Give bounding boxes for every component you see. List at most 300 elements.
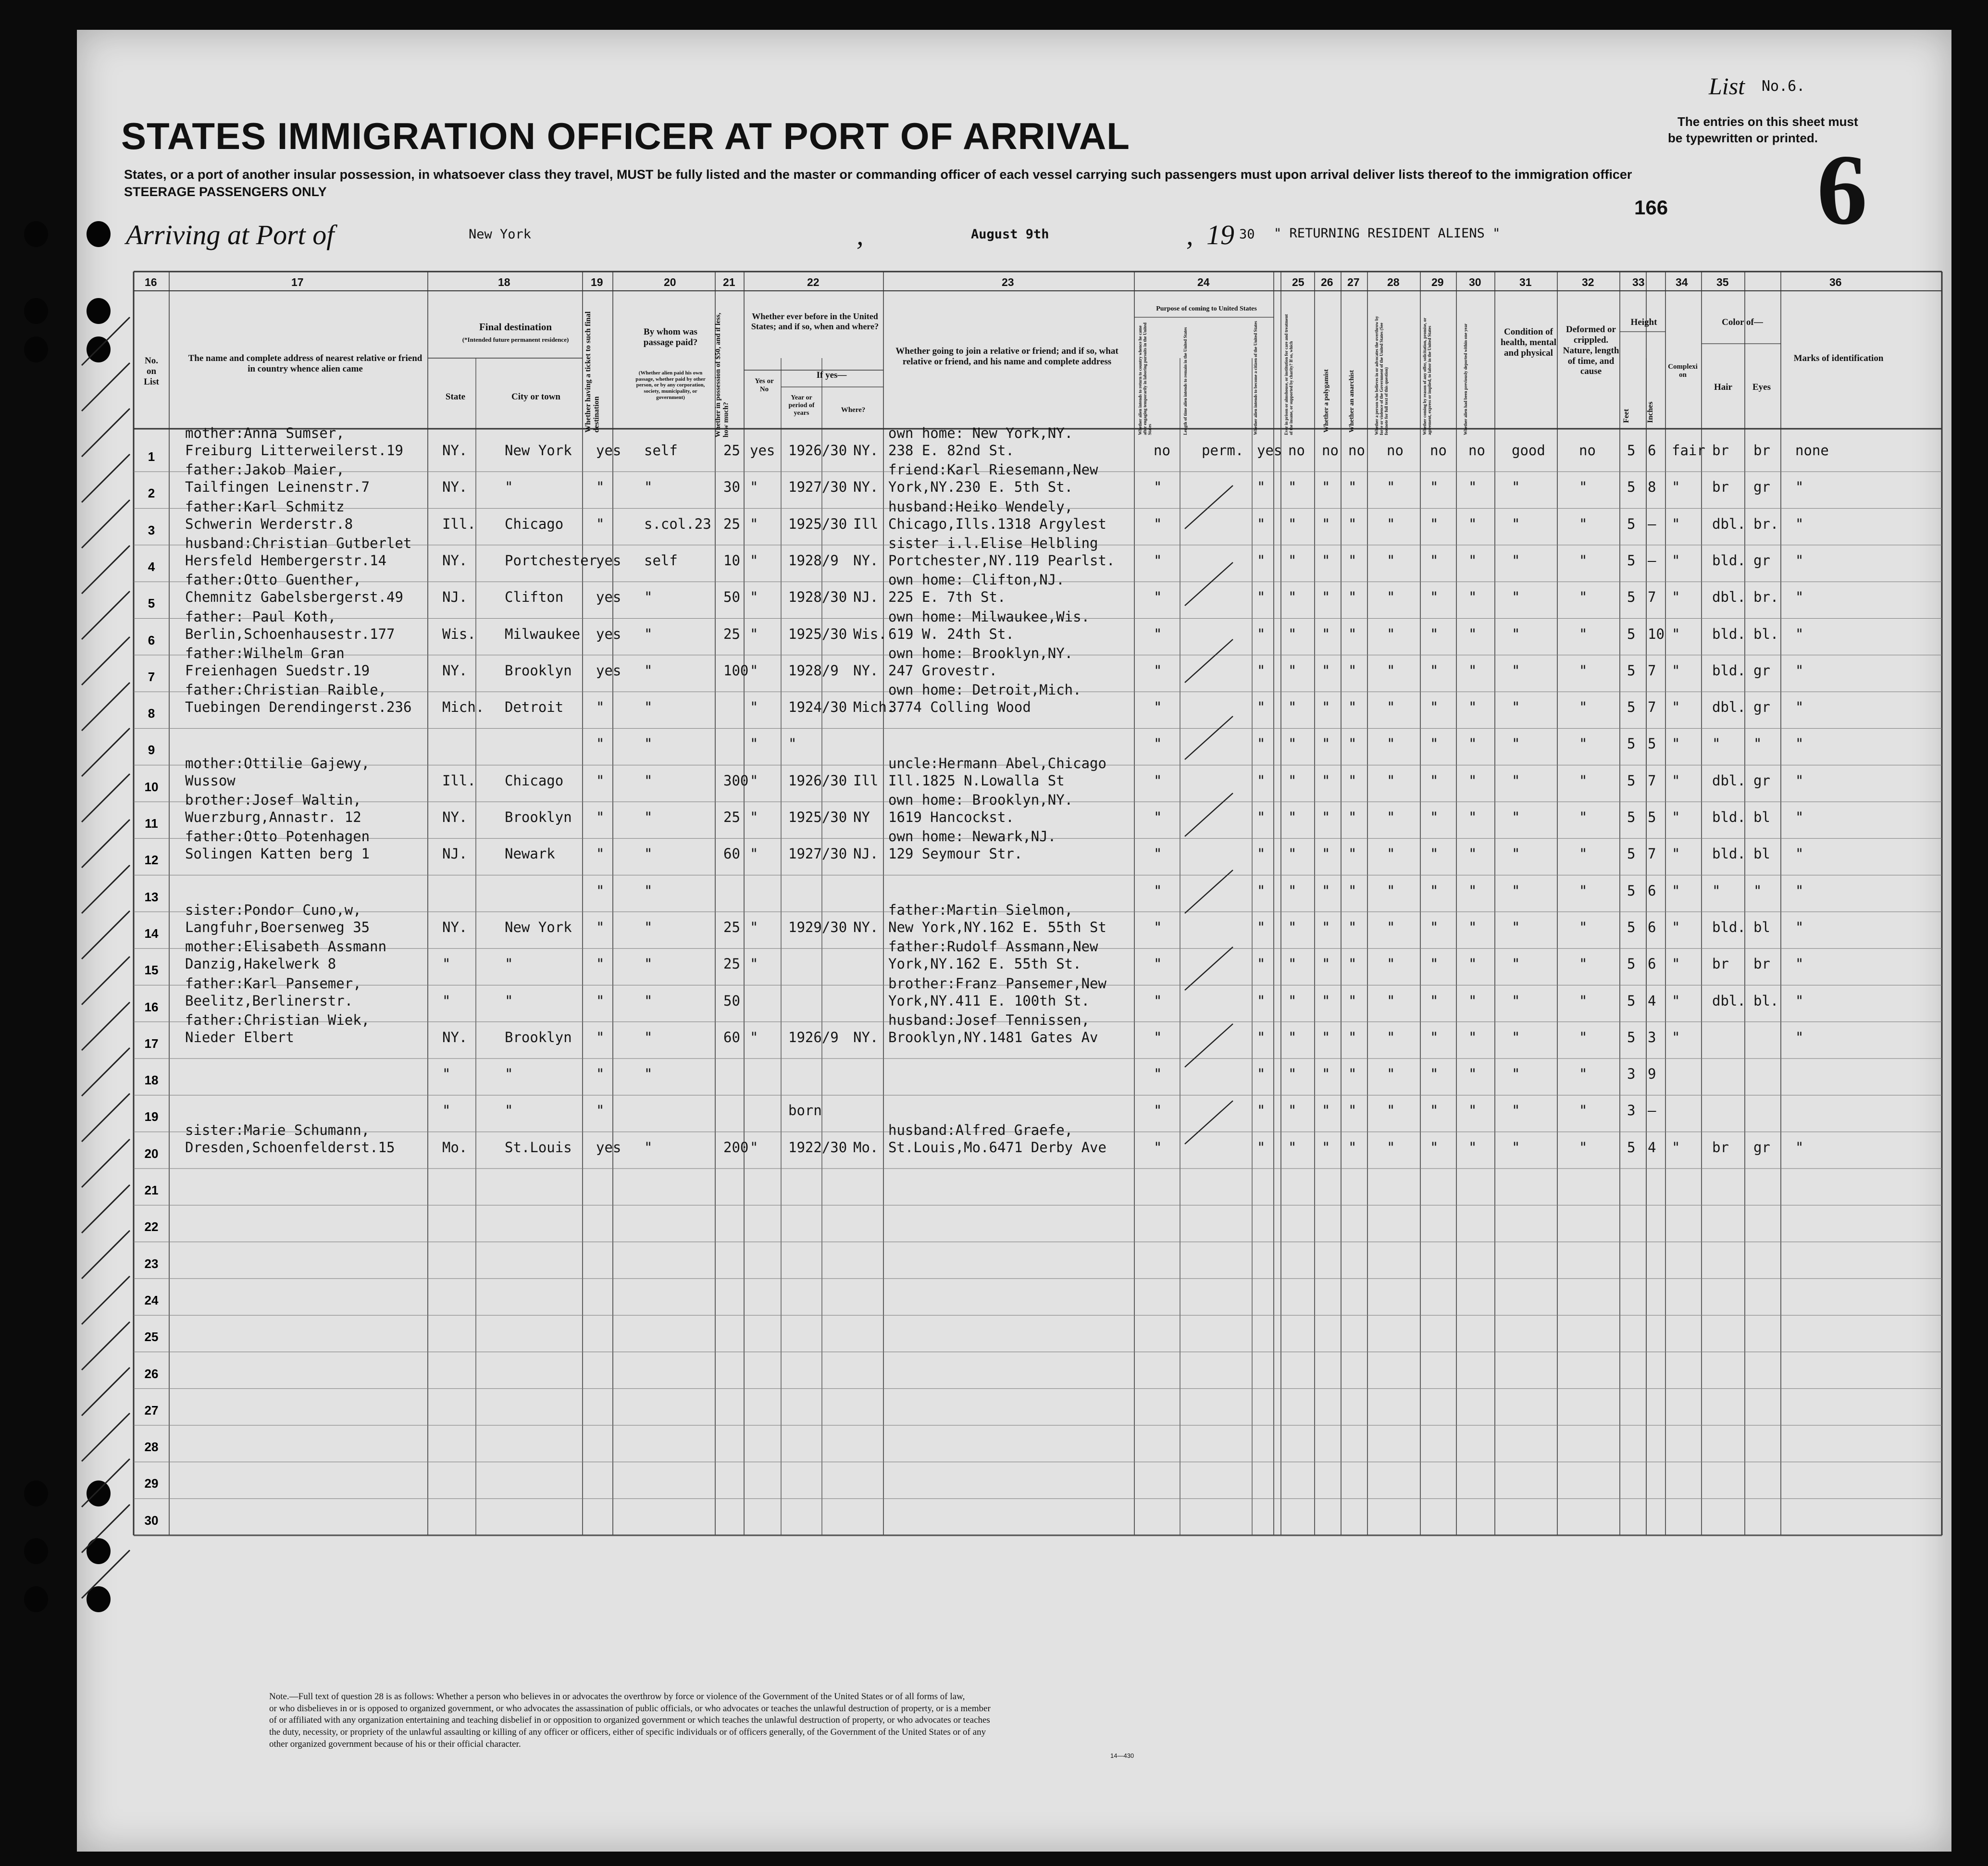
relative-address: Nieder Elbert	[185, 1029, 294, 1045]
cell-marks: "	[1795, 515, 1804, 532]
cell-c24c: "	[1257, 772, 1266, 789]
cell-c30: "	[1468, 1139, 1477, 1156]
cell-c27: "	[1348, 1139, 1357, 1156]
cell-deformed: "	[1579, 662, 1588, 679]
cell-feet: 5	[1627, 919, 1636, 935]
cell-c26: "	[1322, 1139, 1330, 1156]
cell-ticket: "	[596, 1066, 605, 1082]
cell-ticket: "	[596, 992, 605, 1009]
cell-hair: br	[1712, 956, 1729, 972]
relative-address: Dresden,Schoenfelderst.15	[185, 1139, 395, 1156]
list-label: List	[1709, 73, 1745, 100]
cell-c24c: "	[1257, 1139, 1266, 1156]
cell-c24c: "	[1257, 699, 1266, 716]
cell-where: Ill	[853, 772, 879, 789]
cell-complexion: "	[1672, 846, 1680, 862]
cell-inches: –	[1648, 1102, 1656, 1119]
cell-marks: "	[1795, 1139, 1804, 1156]
row-number: 5	[148, 596, 155, 611]
relative-address: Wuerzburg,Annastr. 12	[185, 809, 361, 825]
column-number: 22	[807, 276, 820, 288]
cell-c26: "	[1322, 589, 1330, 606]
cell-city: New York	[505, 442, 572, 459]
col31-header: Condition of health, mental and physical	[1500, 327, 1557, 358]
cell-complexion: "	[1672, 552, 1680, 569]
col24b-header: Length of time alien intends to remain in the United States	[1183, 327, 1188, 435]
cell-paid: "	[644, 1139, 653, 1156]
cell-city: "	[505, 1066, 513, 1082]
joining-address: York,NY.162 E. 55th St.	[888, 956, 1081, 972]
cell-marks: "	[1795, 699, 1804, 716]
column-number: 25	[1292, 276, 1305, 288]
col35-hair: Hair	[1714, 382, 1732, 392]
joining-address: St.Louis,Mo.6471 Derby Ave	[888, 1139, 1106, 1156]
col33-feet: Feet	[1622, 409, 1630, 423]
cell-yes: "	[750, 479, 758, 496]
cell-c29: "	[1430, 735, 1439, 752]
col21-header: Whether in possession of $50, and if less, how much?	[714, 312, 730, 437]
relative-name: father:Otto Guenther,	[185, 572, 361, 588]
cell-c24a: "	[1154, 625, 1162, 642]
cell-state: NY.	[442, 479, 468, 496]
cell-paid: "	[644, 882, 653, 899]
cell-eyes: bl.	[1753, 625, 1779, 642]
cell-c25: "	[1288, 662, 1297, 679]
cell-c24c: "	[1257, 992, 1266, 1009]
cell-years: 1926/30	[788, 772, 847, 789]
footnote-line: Note.—Full text of question 28 is as follows: Whether a person who believes in or advocates the overthrow by force or violence of the Government of the United States or of all forms of law,	[269, 1692, 965, 1702]
cell-inches: 4	[1648, 992, 1656, 1009]
cell-city: Portchester	[505, 552, 597, 569]
col18-header: Final destination	[479, 321, 552, 333]
row-number: 20	[144, 1146, 159, 1161]
cell-ticket: yes	[596, 625, 621, 642]
cell-hair: bld.	[1712, 662, 1746, 679]
row-number: 26	[144, 1366, 159, 1381]
cell-paid: "	[644, 1029, 653, 1045]
joining-name: friend:Karl Riesemann,New	[888, 461, 1098, 478]
instruction-text: States, or a port of another insular possession, in whatsoever class they travel, MUST be fully listed and the master or commanding officer of each vessel carrying such passengers must upon arrival deliver lists thereof to the immigration officer	[124, 167, 1632, 182]
cell-health: "	[1512, 625, 1520, 642]
relative-address: Beelitz,Berlinerstr.	[185, 992, 353, 1009]
row-number: 1	[148, 449, 155, 464]
list-number: No.6.	[1762, 78, 1805, 95]
cell-deformed: "	[1579, 919, 1588, 935]
cell-c28: "	[1387, 772, 1395, 789]
row-number: 9	[148, 743, 155, 758]
cell-c29: "	[1430, 589, 1439, 606]
cell-c26: "	[1322, 662, 1330, 679]
cell-paid: "	[644, 699, 653, 716]
relative-address: Chemnitz Gabelsbergerst.49	[185, 589, 403, 606]
cell-c28: no	[1387, 442, 1404, 459]
relative-address: Solingen Katten berg 1	[185, 846, 370, 862]
cell-c29: "	[1430, 699, 1439, 716]
cell-marks: "	[1795, 882, 1804, 899]
cell-c25: "	[1288, 882, 1297, 899]
cell-money: 200	[723, 1139, 749, 1156]
column-number: 32	[1582, 276, 1594, 288]
joining-name: own home: New York,NY.	[888, 425, 1073, 441]
col33-header: Height	[1630, 317, 1657, 327]
cell-state: NY.	[442, 809, 468, 825]
cell-paid: "	[644, 625, 653, 642]
cell-c25: "	[1288, 1102, 1297, 1119]
cell-years: 1926/9	[788, 1029, 839, 1045]
cell-deformed: "	[1579, 772, 1588, 789]
cell-ticket: "	[596, 699, 605, 716]
cell-paid: "	[644, 846, 653, 862]
cell-c30: "	[1468, 662, 1477, 679]
column-number: 29	[1431, 276, 1444, 288]
cell-feet: 5	[1627, 589, 1636, 606]
cell-state: "	[442, 992, 451, 1009]
cell-feet: 5	[1627, 625, 1636, 642]
cell-c26: "	[1322, 1102, 1330, 1119]
cell-marks: none	[1795, 442, 1829, 459]
cell-where: NY.	[853, 919, 879, 935]
cell-marks: "	[1795, 625, 1804, 642]
cell-hair: dbl.	[1712, 992, 1746, 1009]
cell-complexion: "	[1672, 992, 1680, 1009]
cell-ticket: "	[596, 882, 605, 899]
cell-c24a: "	[1154, 1029, 1162, 1045]
cell-c25: "	[1288, 1029, 1297, 1045]
column-number: 23	[1002, 276, 1014, 288]
cell-years: 1927/30	[788, 479, 847, 496]
cell-c28: "	[1387, 735, 1395, 752]
cell-complexion: "	[1672, 625, 1680, 642]
cell-paid: "	[644, 956, 653, 972]
cell-money: 30	[723, 479, 740, 496]
relative-name: sister:Pondor Cuno,w,	[185, 901, 361, 918]
cell-c27: no	[1348, 442, 1365, 459]
cell-years: 1928/30	[788, 589, 847, 606]
cell-c29: no	[1430, 442, 1447, 459]
cell-c26: "	[1322, 809, 1330, 825]
cell-health: "	[1512, 699, 1520, 716]
cell-c30: "	[1468, 552, 1477, 569]
cell-inches: 4	[1648, 1139, 1656, 1156]
cell-c26: "	[1322, 956, 1330, 972]
cell-years: 1926/30	[788, 442, 847, 459]
cell-c25: "	[1288, 919, 1297, 935]
column-number: 21	[723, 276, 735, 288]
relative-address: Wussow	[185, 772, 236, 789]
col30-header: Whether alien had been previously deported within one year	[1463, 323, 1468, 435]
joining-name: husband:Josef Tennissen,	[888, 1011, 1090, 1028]
cell-c24a: "	[1154, 992, 1162, 1009]
cell-c24c: "	[1257, 662, 1266, 679]
cell-eyes: gr	[1753, 1139, 1770, 1156]
cell-feet: 5	[1627, 735, 1636, 752]
cell-health: "	[1512, 992, 1520, 1009]
cell-complexion: "	[1672, 919, 1680, 935]
cell-hair: br	[1712, 1139, 1729, 1156]
class-note: STEERAGE PASSENGERS ONLY	[124, 185, 327, 199]
cell-yes: "	[750, 956, 758, 972]
cell-c25: "	[1288, 625, 1297, 642]
cell-c24a: "	[1154, 479, 1162, 496]
cell-deformed: "	[1579, 515, 1588, 532]
cell-where: NY	[853, 809, 870, 825]
cell-c28: "	[1387, 479, 1395, 496]
relative-name: father:Karl Schmitz	[185, 498, 345, 515]
comma: ,	[857, 220, 864, 251]
joining-address: York,NY.411 E. 100th St.	[888, 992, 1090, 1009]
cell-c27: "	[1348, 625, 1357, 642]
cell-c26: "	[1322, 1066, 1330, 1082]
cell-yes: "	[750, 699, 758, 716]
cell-complexion: "	[1672, 735, 1680, 752]
cell-paid: self	[644, 552, 678, 569]
cell-deformed: "	[1579, 1029, 1588, 1045]
cell-eyes: bl	[1753, 846, 1770, 862]
column-number: 18	[498, 276, 510, 288]
cell-c28: "	[1387, 956, 1395, 972]
cell-c27: "	[1348, 772, 1357, 789]
col29-header: Whether coming by reason of any offer, solicitation, promise, or agreement, express or implied, to labor in the United States	[1422, 318, 1432, 435]
cell-money: 50	[723, 589, 740, 606]
cell-eyes: gr	[1753, 662, 1770, 679]
cell-inches: 9	[1648, 1066, 1656, 1082]
col17-header: The name and complete address of nearest relative or friend in country whence alien came	[188, 353, 422, 374]
cell-c27: "	[1348, 589, 1357, 606]
cell-c30: "	[1468, 882, 1477, 899]
row-number: 3	[148, 522, 155, 537]
cell-city: Milwaukee	[505, 625, 581, 642]
cell-marks: "	[1795, 479, 1804, 496]
cell-yes: "	[750, 772, 758, 789]
cell-hair: bld.	[1712, 625, 1746, 642]
cell-money: 50	[723, 992, 740, 1009]
cell-deformed: "	[1579, 992, 1588, 1009]
joining-name: own home: Brooklyn,NY.	[888, 792, 1073, 808]
cell-c27: "	[1348, 1029, 1357, 1045]
cell-money: 25	[723, 442, 740, 459]
cell-c28: "	[1387, 1102, 1395, 1119]
cell-state: Ill.	[442, 515, 476, 532]
cell-ticket: "	[596, 1102, 605, 1119]
cell-c29: "	[1430, 1029, 1439, 1045]
cell-where: NY.	[853, 479, 879, 496]
cell-paid: "	[644, 662, 653, 679]
cell-paid: "	[644, 772, 653, 789]
cell-c24c: "	[1257, 735, 1266, 752]
cell-c29: "	[1430, 515, 1439, 532]
cell-yes: "	[750, 809, 758, 825]
cell-money: 25	[723, 956, 740, 972]
joining-name: own home: Milwaukee,Wis.	[888, 608, 1090, 625]
cell-deformed: "	[1579, 1102, 1588, 1119]
joining-name: uncle:Hermann Abel,Chicago	[888, 755, 1106, 771]
cell-c30: "	[1468, 479, 1477, 496]
cell-health: "	[1512, 1102, 1520, 1119]
cell-feet: 5	[1627, 515, 1636, 532]
cell-yes: "	[750, 919, 758, 935]
cell-c25: "	[1288, 992, 1297, 1009]
joining-name: father:Martin Sielmon,	[888, 901, 1073, 918]
relative-name: father:Jakob Maier,	[185, 461, 345, 478]
cell-c28: "	[1387, 552, 1395, 569]
cell-state: NJ.	[442, 589, 468, 606]
cell-yes: "	[750, 1029, 758, 1045]
column-number: 24	[1197, 276, 1210, 288]
sheet-number: 166	[1634, 196, 1668, 219]
cell-health: "	[1512, 735, 1520, 752]
row-number: 24	[144, 1293, 159, 1307]
cell-deformed: "	[1579, 589, 1588, 606]
cell-money: 100	[723, 662, 749, 679]
relative-address: Danzig,Hakelwerk 8	[185, 956, 336, 972]
cell-eyes: "	[1753, 882, 1762, 899]
cell-c30: "	[1468, 589, 1477, 606]
cell-city: St.Louis	[505, 1139, 572, 1156]
cell-c24c: "	[1257, 846, 1266, 862]
cell-hair: br	[1712, 479, 1729, 496]
cell-where: Mo.	[853, 1139, 879, 1156]
cell-c27: "	[1348, 956, 1357, 972]
row-number: 30	[144, 1513, 159, 1528]
cell-health: "	[1512, 1029, 1520, 1045]
cell-health: "	[1512, 809, 1520, 825]
cell-c25: "	[1288, 809, 1297, 825]
cell-years: 1928/9	[788, 552, 839, 569]
col20-header: By whom was passage paid?	[643, 327, 698, 348]
cell-city: Brooklyn	[505, 809, 572, 825]
cell-c30: "	[1468, 1029, 1477, 1045]
cell-deformed: "	[1579, 552, 1588, 569]
cell-paid: "	[644, 479, 653, 496]
cell-c25: "	[1288, 735, 1297, 752]
joining-address: Chicago,Ills.1318 Argylest	[888, 515, 1106, 532]
cell-c28: "	[1387, 809, 1395, 825]
cell-c27: "	[1348, 662, 1357, 679]
cell-c24a: "	[1154, 1066, 1162, 1082]
column-number: 31	[1519, 276, 1532, 288]
cell-health: "	[1512, 956, 1520, 972]
col22-yes: Yes or No	[755, 377, 774, 394]
cell-c27: "	[1348, 919, 1357, 935]
cell-c24a: "	[1154, 846, 1162, 862]
relative-address: Hersfeld Hembergerstr.14	[185, 552, 387, 569]
cell-complexion: "	[1672, 809, 1680, 825]
cell-c24c: "	[1257, 1029, 1266, 1045]
cell-money: 25	[723, 919, 740, 935]
cell-c24b: perm.	[1202, 442, 1244, 459]
col22-where: Where?	[841, 406, 866, 414]
cell-c27: "	[1348, 552, 1357, 569]
column-number: 34	[1676, 276, 1688, 288]
row-number: 21	[144, 1183, 159, 1197]
cell-c28: "	[1387, 589, 1395, 606]
row-number: 14	[144, 926, 159, 941]
cell-feet: 5	[1627, 479, 1636, 496]
cell-inches: 7	[1648, 699, 1656, 716]
col24-header: Purpose of coming to United States	[1156, 305, 1257, 312]
relative-name: sister:Marie Schumann,	[185, 1121, 370, 1138]
cell-feet: 5	[1627, 992, 1636, 1009]
cell-c26: "	[1322, 772, 1330, 789]
cell-feet: 5	[1627, 809, 1636, 825]
cell-money: 300	[723, 772, 749, 789]
cell-eyes: "	[1753, 735, 1762, 752]
row-number: 17	[144, 1036, 159, 1051]
cell-deformed: "	[1579, 625, 1588, 642]
col27-header: Whether an anarchist	[1348, 370, 1355, 433]
cell-state: Mo.	[442, 1139, 468, 1156]
row-number: 25	[144, 1330, 159, 1344]
cell-ticket: yes	[596, 1139, 621, 1156]
cell-paid: "	[644, 809, 653, 825]
cell-c24c: yes	[1257, 442, 1282, 459]
cell-feet: 5	[1627, 1139, 1636, 1156]
row-number: 23	[144, 1256, 159, 1271]
cell-inches: 7	[1648, 772, 1656, 789]
cell-where: NY.	[853, 1029, 879, 1045]
row-number: 29	[144, 1476, 159, 1491]
column-number: 16	[145, 276, 157, 288]
cell-yes: yes	[750, 442, 775, 459]
cell-c24c: "	[1257, 479, 1266, 496]
cell-c26: "	[1322, 919, 1330, 935]
cell-c28: "	[1387, 1066, 1395, 1082]
cell-eyes: br.	[1753, 589, 1779, 606]
cell-c28: "	[1387, 1029, 1395, 1045]
relative-name: father: Paul Koth,	[185, 608, 336, 625]
cell-hair: bld.	[1712, 809, 1746, 825]
cell-c26: "	[1322, 479, 1330, 496]
cell-paid: "	[644, 919, 653, 935]
cell-c30: "	[1468, 699, 1477, 716]
relative-address: Freiburg Litterweilerst.19	[185, 442, 403, 459]
cell-yes: "	[750, 589, 758, 606]
cell-marks: "	[1795, 919, 1804, 935]
page-title: STATES IMMIGRATION OFFICER AT PORT OF ARRIVAL	[121, 115, 1130, 157]
cell-c24a: "	[1154, 699, 1162, 716]
cell-marks: "	[1795, 1029, 1804, 1045]
cell-eyes: gr	[1753, 772, 1770, 789]
cell-deformed: "	[1579, 846, 1588, 862]
cell-c27: "	[1348, 809, 1357, 825]
cell-c29: "	[1430, 919, 1439, 935]
cell-inches: 7	[1648, 846, 1656, 862]
cell-c24c: "	[1257, 515, 1266, 532]
cell-c28: "	[1387, 515, 1395, 532]
cell-eyes: bl	[1753, 919, 1770, 935]
cell-c29: "	[1430, 625, 1439, 642]
cell-c24a: "	[1154, 1139, 1162, 1156]
cell-feet: 5	[1627, 772, 1636, 789]
footnote	[269, 1691, 1221, 1750]
row-number: 16	[144, 999, 159, 1014]
relative-name: mother:Elisabeth Assmann	[185, 938, 387, 955]
cell-c26: "	[1322, 882, 1330, 899]
joining-address: New York,NY.162 E. 55th St	[888, 919, 1106, 935]
cell-complexion: "	[1672, 662, 1680, 679]
cell-health: good	[1512, 442, 1545, 459]
row-number: 18	[144, 1073, 159, 1088]
cell-deformed: "	[1579, 882, 1588, 899]
relative-name: father:Christian Wiek,	[185, 1011, 370, 1028]
cell-years: 1929/30	[788, 919, 847, 935]
joining-name: own home: Detroit,Mich.	[888, 682, 1081, 698]
joining-name: father:Rudolf Assmann,New	[888, 938, 1098, 955]
cell-c30: "	[1468, 1102, 1477, 1119]
cell-c24a: "	[1154, 809, 1162, 825]
cell-inches: 5	[1648, 809, 1656, 825]
cell-c26: "	[1322, 552, 1330, 569]
